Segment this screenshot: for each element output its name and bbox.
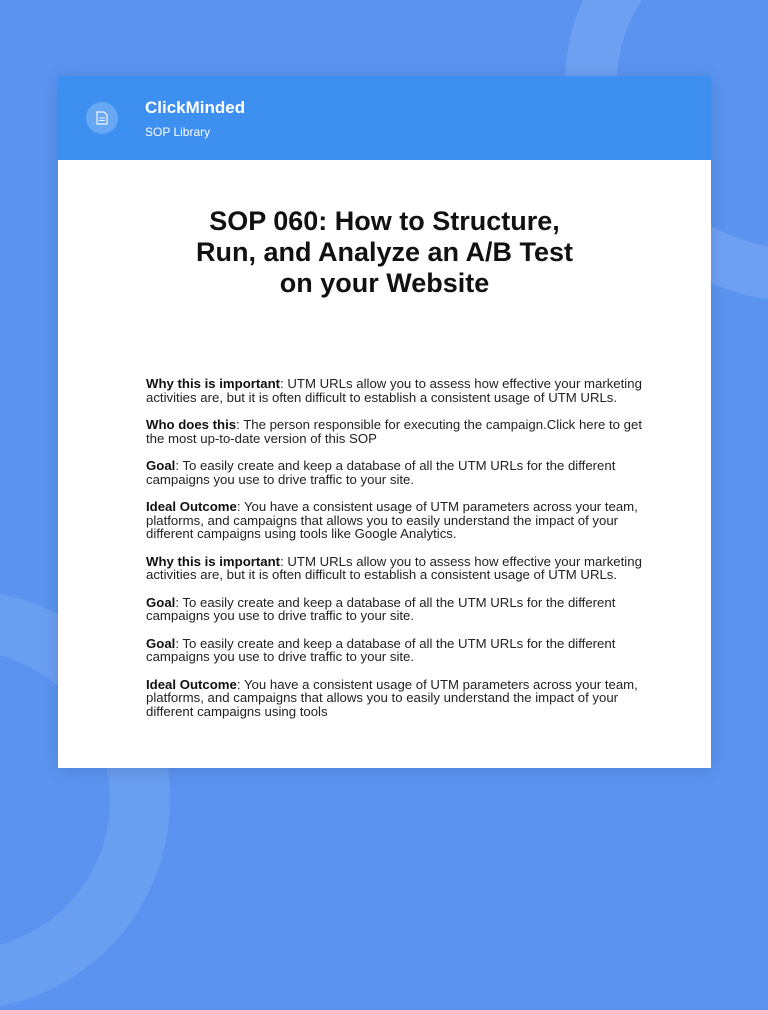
brand-subtitle: SOP Library bbox=[145, 125, 211, 139]
paragraph-text: : You have a consistent usage of UTM parameters across your team, platforms, and campaigns that allows you to easily understand the impact of your different campaigns using tools like Google Analytics. bbox=[146, 499, 638, 541]
paragraph bbox=[146, 596, 651, 623]
document-title bbox=[58, 206, 711, 299]
paragraph-label: Ideal Outcome bbox=[146, 676, 237, 692]
paragraph bbox=[146, 418, 651, 445]
paragraph bbox=[146, 555, 651, 582]
paragraph-label: Goal bbox=[146, 594, 176, 610]
document-body bbox=[58, 377, 711, 718]
paragraph-label: Ideal Outcome bbox=[146, 499, 237, 514]
paragraph bbox=[146, 500, 651, 541]
paragraph bbox=[146, 637, 651, 664]
paragraph bbox=[146, 678, 651, 719]
document-icon bbox=[86, 102, 118, 134]
paragraph-label: Goal bbox=[146, 635, 176, 651]
title-line: SOP 060: How to Structure, bbox=[209, 206, 560, 236]
paragraph-label: Goal bbox=[146, 458, 176, 473]
brand-name: ClickMinded bbox=[145, 98, 246, 117]
document-header bbox=[58, 76, 711, 160]
paragraph-text: : You have a consistent usage of UTM parameters across your team, platforms, and campaigns that allows you to easily understand the impact of your different campaigns using tools bbox=[146, 676, 638, 719]
paragraph bbox=[146, 377, 651, 404]
sop-document-page bbox=[58, 76, 711, 768]
paragraph-text: : The person responsible for executing the campaign.Click here to get the most up-to-date version of this SOP bbox=[146, 417, 642, 446]
paragraph-label: Why this is important bbox=[146, 376, 281, 391]
paragraph-label: Why this is important bbox=[146, 553, 281, 569]
paragraph-text: : To easily create and keep a database of all the UTM URLs for the different campaigns you use to drive traffic to your site. bbox=[146, 594, 616, 623]
paragraph-text: : UTM URLs allow you to assess how effective your marketing activities are, but it is often difficult to establish a consistent usage of UTM URLs. bbox=[146, 376, 642, 405]
paragraph bbox=[146, 459, 651, 486]
paragraph-text: : To easily create and keep a database of all the UTM URLs for the different campaigns you use to drive traffic to your site. bbox=[146, 458, 616, 487]
paragraph-text: : UTM URLs allow you to assess how effective your marketing activities are, but it is often difficult to establish a consistent usage of UTM URLs. bbox=[146, 553, 642, 582]
title-line: Run, and Analyze an A/B Test bbox=[195, 237, 574, 267]
paragraph-label: Who does this bbox=[146, 417, 237, 432]
paragraph-text: : To easily create and keep a database of all the UTM URLs for the different campaigns you use to drive traffic to your site. bbox=[146, 635, 616, 664]
title-line: on your Website bbox=[279, 268, 490, 298]
